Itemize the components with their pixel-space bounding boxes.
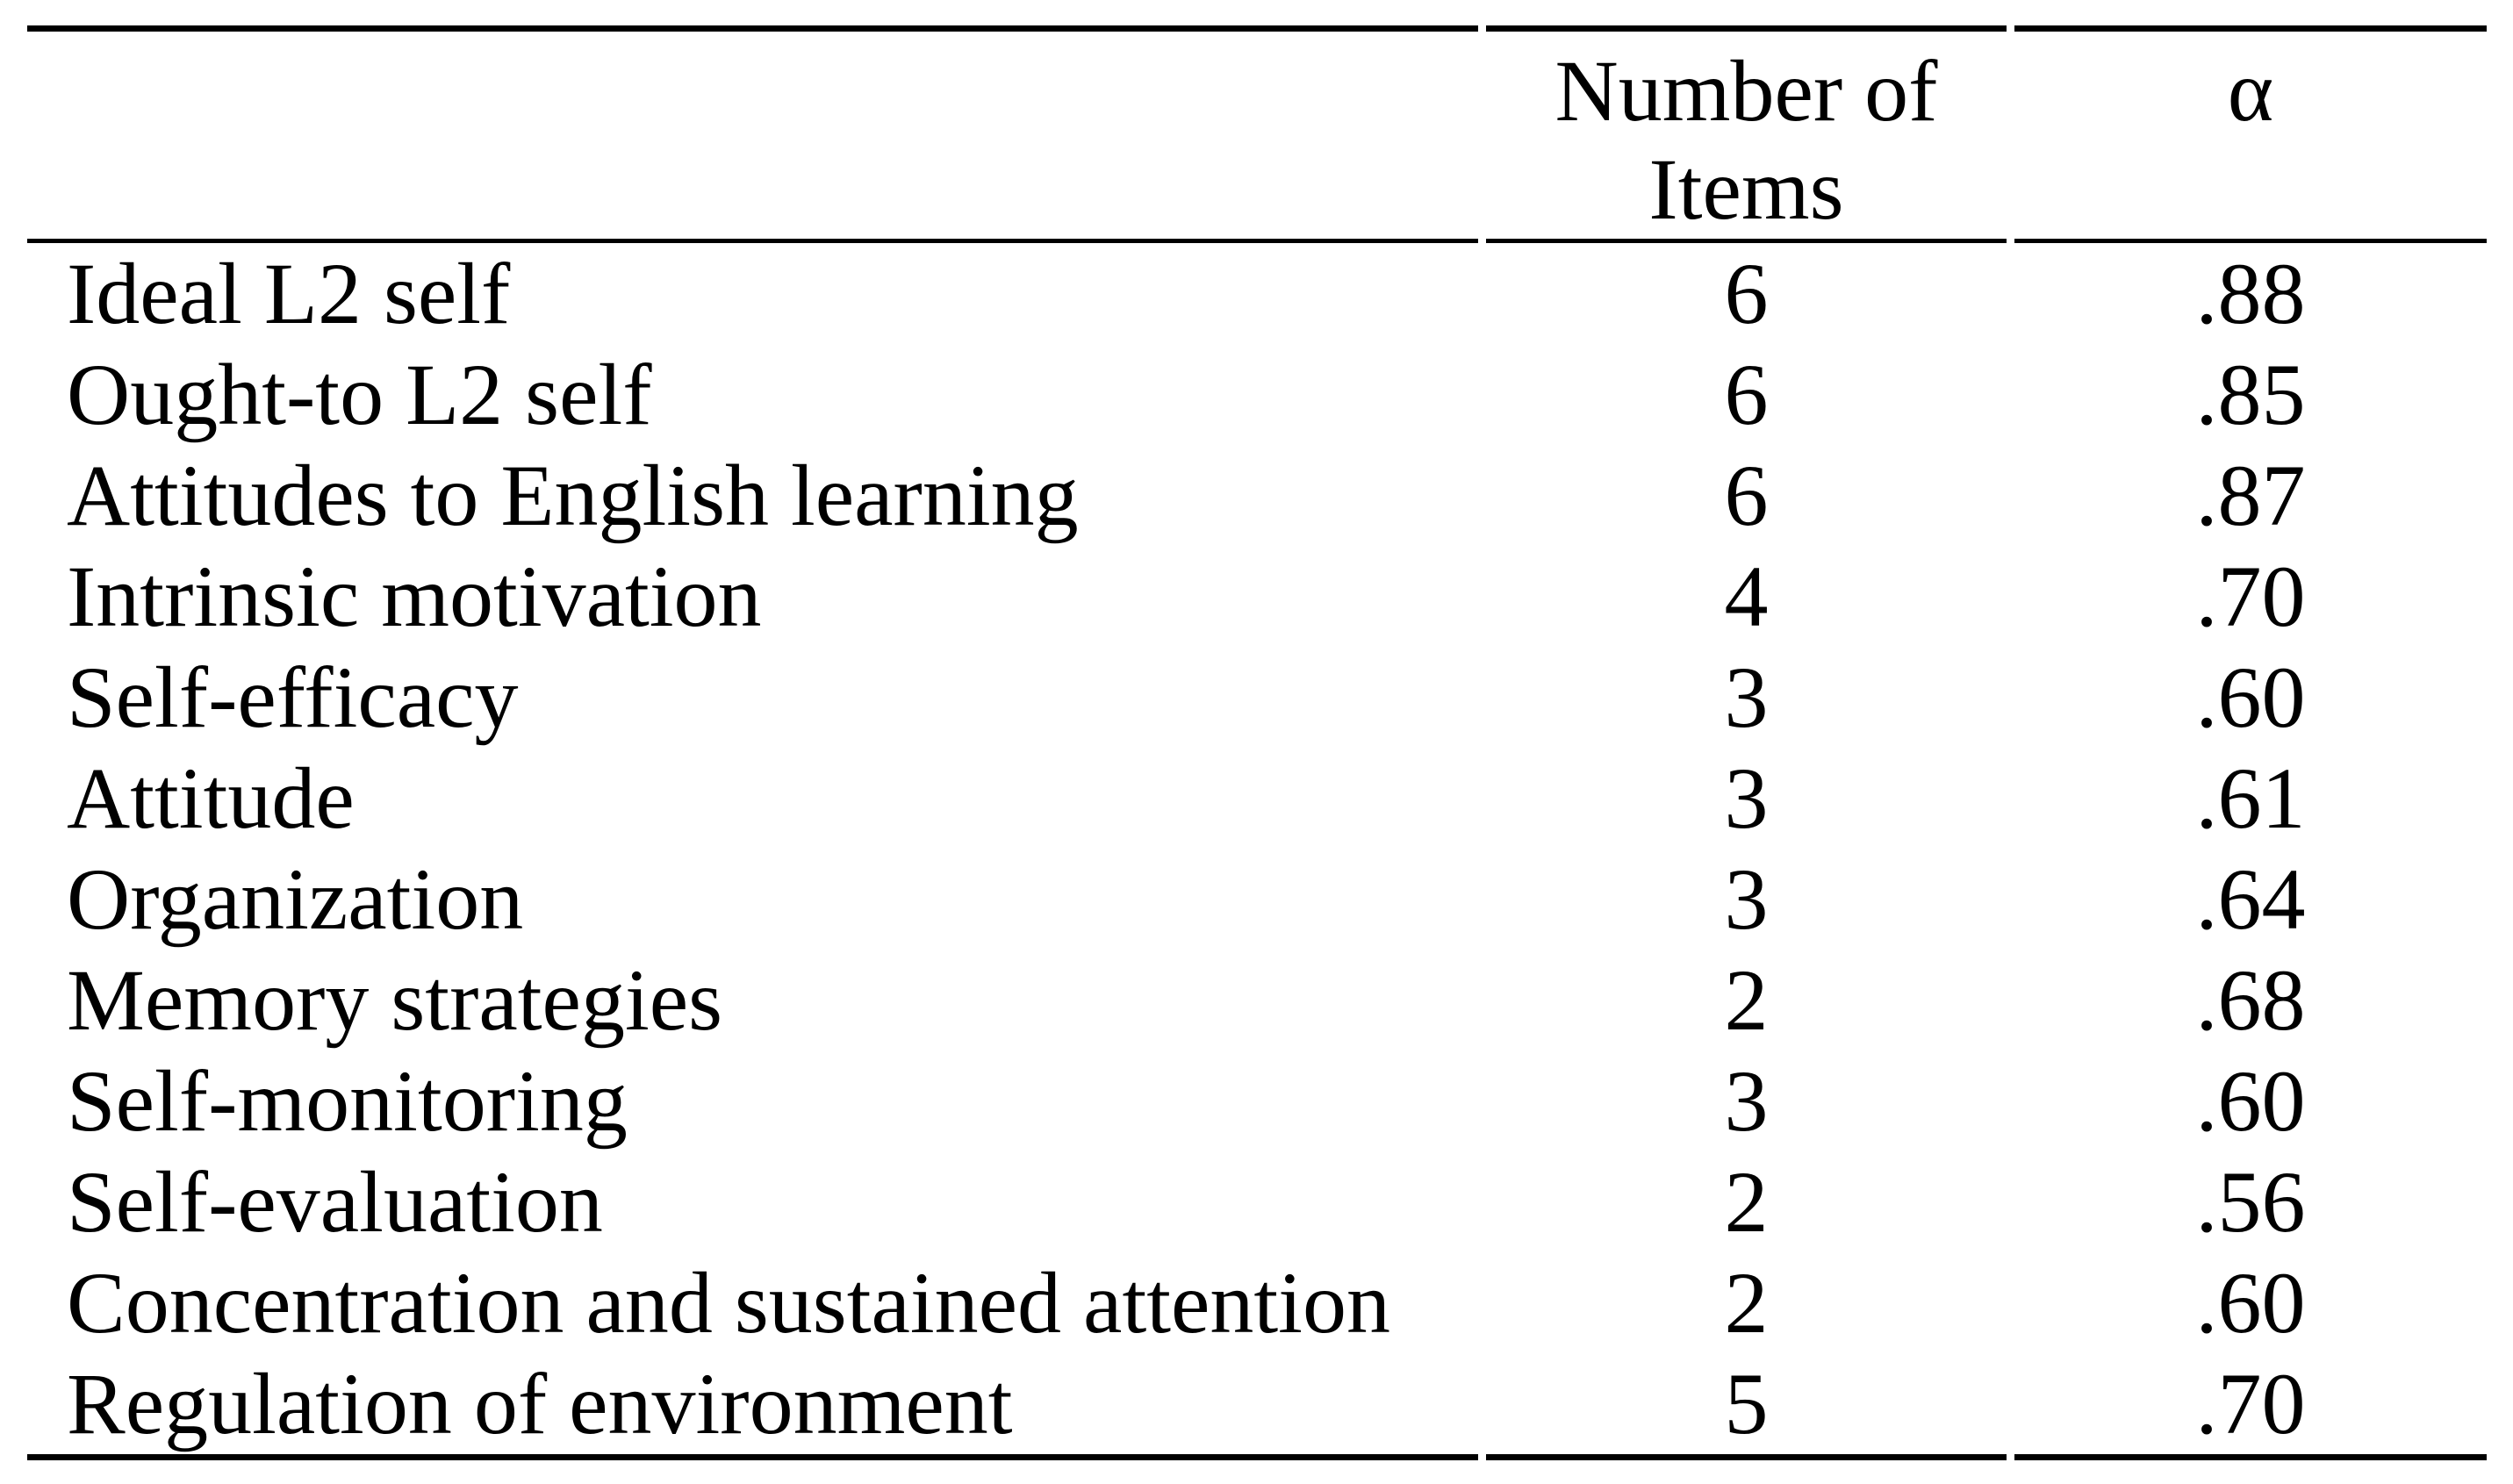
- scale-name-cell: Attitude: [67, 749, 355, 847]
- items-count-cell: 5: [1486, 1353, 2007, 1460]
- table-row: [27, 1252, 2487, 1353]
- alpha-value-cell: .88: [2195, 245, 2306, 342]
- scale-name-cell: Attitudes to English learning: [67, 447, 1079, 544]
- table-row: [27, 748, 2487, 849]
- alpha-value-cell: .68: [2195, 951, 2306, 1049]
- scale-column-header: [27, 25, 1478, 243]
- number-of-items-header-line2: Items: [1648, 140, 1844, 238]
- items-count-cell: 3: [1724, 1052, 1769, 1150]
- table-row: [27, 1353, 2487, 1460]
- reliability-table: [19, 25, 2495, 1460]
- items-count-cell: 2: [1724, 951, 1769, 1049]
- scale-name-cell: Self-monitoring: [67, 1052, 628, 1150]
- scale-name-cell: Organization: [67, 850, 524, 948]
- scale-name-cell: Concentration and sustained attention: [67, 1254, 1390, 1351]
- table-row: [27, 243, 2487, 344]
- header-row: [27, 25, 2487, 243]
- number-of-items-header-line1: Number of: [1554, 42, 1938, 140]
- scale-name-cell: Self-efficacy: [67, 649, 519, 746]
- alpha-value-cell: .70: [2014, 1353, 2487, 1460]
- table-header: [27, 25, 2487, 243]
- alpha-value-cell: .87: [2195, 447, 2306, 544]
- items-count-cell: 4: [1724, 548, 1769, 645]
- table-row: [27, 647, 2487, 748]
- scale-name-cell: Ought-to L2 self: [67, 346, 652, 443]
- alpha-value-cell: .60: [2195, 1052, 2306, 1150]
- items-count-cell: 3: [1724, 649, 1769, 746]
- items-count-cell: 6: [1724, 447, 1769, 544]
- items-count-cell: 3: [1724, 749, 1769, 847]
- alpha-value-cell: .85: [2195, 346, 2306, 443]
- number-of-items-column-header: [1486, 25, 2007, 243]
- alpha-column-header: α: [2014, 25, 2487, 243]
- scale-name-cell: Intrinsic motivation: [67, 548, 762, 645]
- items-count-cell: 2: [1724, 1153, 1769, 1251]
- alpha-value-cell: .60: [2195, 649, 2306, 746]
- alpha-value-cell: .64: [2195, 850, 2306, 948]
- table-body: [27, 243, 2487, 1460]
- alpha-value-cell: .60: [2195, 1254, 2306, 1351]
- table-row: [27, 445, 2487, 546]
- scale-name-cell: Memory strategies: [67, 951, 723, 1049]
- table-row: [27, 344, 2487, 445]
- table-row: [27, 849, 2487, 950]
- scale-name-cell: Self-evaluation: [67, 1153, 603, 1251]
- items-count-cell: 6: [1724, 346, 1769, 443]
- table-row: [27, 950, 2487, 1050]
- table-row: [27, 1050, 2487, 1151]
- alpha-value-cell: .61: [2195, 749, 2306, 847]
- scale-name-cell: Regulation of environment: [27, 1353, 1478, 1460]
- items-count-cell: 6: [1724, 245, 1769, 342]
- items-count-cell: 3: [1724, 850, 1769, 948]
- alpha-value-cell: .56: [2195, 1153, 2306, 1251]
- table-row: [27, 1151, 2487, 1252]
- alpha-value-cell: .70: [2195, 548, 2306, 645]
- table-row: [27, 546, 2487, 647]
- scale-name-cell: Ideal L2 self: [67, 245, 511, 342]
- items-count-cell: 2: [1724, 1254, 1769, 1351]
